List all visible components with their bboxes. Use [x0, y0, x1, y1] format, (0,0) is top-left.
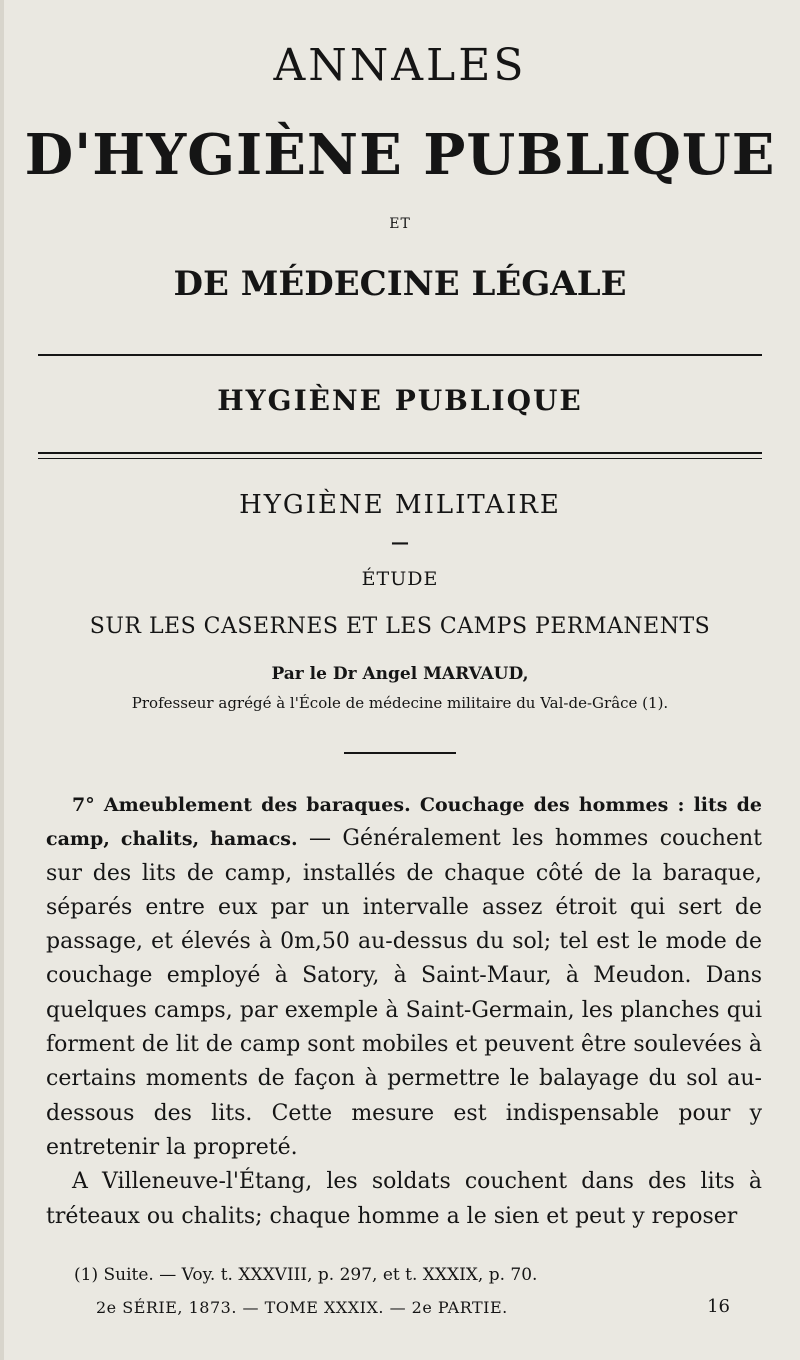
- author-affiliation: Professeur agrégé à l'École de médecine militaire du Val-de-Grâce (1).: [131, 694, 669, 712]
- masthead-rule: [38, 354, 762, 356]
- byline-rule: [344, 752, 456, 754]
- paragraph-lead: 7° Ameublement des baraques. Couchage des hommes : lits de camp, chalits, hamacs.: [46, 794, 762, 851]
- article-heading: HYGIÈNE MILITAIRE: [239, 490, 561, 520]
- footer-series: 2e SÉRIE, 1873. — TOME XXXIX. — 2e PARTIE.: [96, 1298, 508, 1317]
- masthead-title-line-3: DE MÉDECINE LÉGALE: [173, 264, 627, 304]
- masthead-title-line-1: ANNALES: [273, 40, 527, 91]
- article-kicker: ÉTUDE: [361, 568, 439, 590]
- body-paragraph-1: [46, 788, 762, 1165]
- page-number: 16: [707, 1296, 730, 1317]
- paragraph-text: — Généralement les hommes couchent sur des lits de camp, installés de chaque côté de la baraque, séparés entre eux par un intervalle assez étroit qui sert de passage, et élevés à 0m,50 au-dessus du sol; tel est le mode de couchage employé à Satory, à Saint-Maur, à Meudon. Dans quelques camps, par exemple à Saint-Germain, les planches qui forment de lit de camp sont mobiles et peuvent être soulevées à certains moments de façon à permettre le balayage du sol au-dessous des lits. Cette mesure est indispensable pour y entretenir la propreté.: [46, 826, 762, 1160]
- heading-dash: —: [391, 532, 409, 553]
- article-body: [46, 788, 762, 1234]
- section-title: HYGIÈNE PUBLIQUE: [217, 384, 583, 417]
- article-author: Par le Dr Angel MARVAUD,: [271, 664, 529, 684]
- masthead-title-line-2: D'HYGIÈNE PUBLIQUE: [24, 122, 776, 188]
- masthead-conjunction: ET: [389, 216, 411, 232]
- section-rule-top: [38, 452, 762, 454]
- body-paragraph-2: A Villeneuve-l'Étang, les soldats couchent dans des lits à tréteaux ou chalits; chaque homme a le sien et peut y reposer: [46, 1169, 762, 1229]
- section-rule-bottom: [38, 458, 762, 459]
- article-subtitle: SUR LES CASERNES ET LES CAMPS PERMANENTS: [89, 614, 711, 639]
- footnote: (1) Suite. — Voy. t. XXXVIII, p. 297, et t. XXXIX, p. 70.: [74, 1265, 538, 1285]
